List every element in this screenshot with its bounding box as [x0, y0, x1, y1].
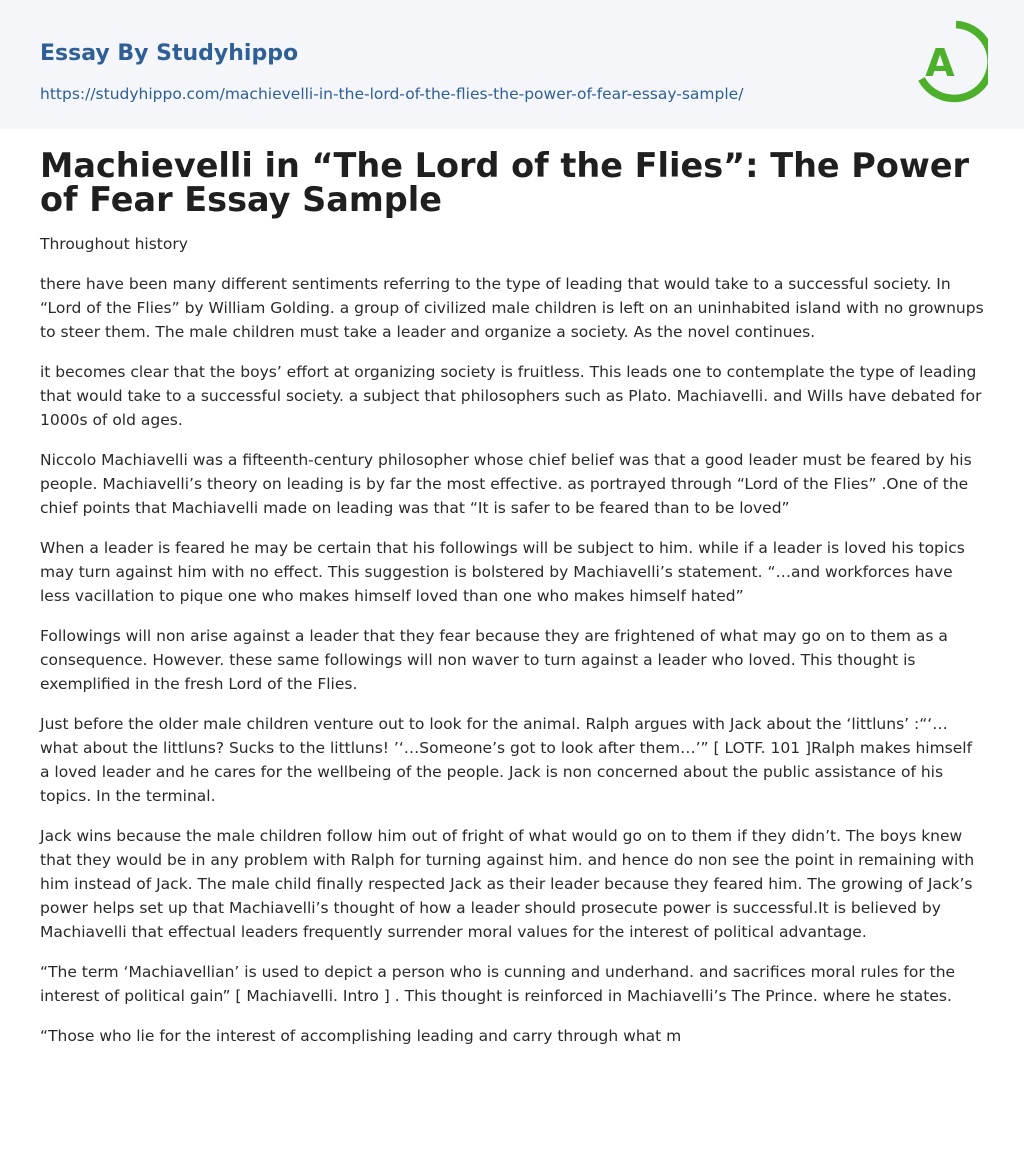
- logo-letter: A: [925, 41, 955, 85]
- article-title: Machievelli in “The Lord of the Flies”: The Power of Fear Essay Sample: [40, 146, 970, 219]
- paragraph: there have been many different sentiments referring to the type of leading that would take to a successful society. In “Lord of the Flies” by William Golding. a group of civilized male children is left on an uninhabited island with no grownups to steer them. The male children must take a leader and organize a society. As the novel continues.: [40, 275, 984, 341]
- paragraph: When a leader is feared he may be certain that his followings will be subject to him. while if a leader is loved his topics may turn against him with no effect. This suggestion is bolstered by Machiavelli’s statement. “…and workforces have less vacillation to pique one who makes himself loved than one who makes himself hated”: [40, 539, 965, 605]
- paragraph: Throughout history: [40, 235, 188, 253]
- paragraph: Followings will non arise against a leader that they fear because they are frightened of what may go on to them as a consequence. However. these same followings will non waver to turn against a leader who loved. This thought is exemplified in the fresh Lord of the Flies.: [40, 627, 948, 693]
- paragraph: “The term ‘Machiavellian’ is used to depict a person who is cunning and underhand. and sacrifices moral rules for the interest of political gain” [ Machiavelli. Intro ] . This thought is reinforced in Machiavelli’s The Prince. where he states.: [40, 963, 956, 1005]
- paragraph: Just before the older male children venture out to look for the animal. Ralph argues with Jack about the ‘littluns’ :“‘…what about the littluns? Sucks to the littluns! ’‘…Someone’s got to look after them…’” [ LOTF. 101 ]Ralph makes himself a loved leader and he cares for the wellbeing of the people. Jack is non concerned about the public assistance of his topics. In the terminal.: [40, 715, 973, 805]
- page-url-link[interactable]: https://studyhippo.com/machievelli-in-the-lord-of-the-flies-the-power-of-fear-essay-sample/: [40, 85, 744, 103]
- brand-title[interactable]: Essay By Studyhippo: [40, 41, 299, 66]
- paragraph: Jack wins because the male children follow him out of fright of what would go on to them if they didn’t. The boys knew that they would be in any problem with Ralph for turning against him. and hence do non see the point in remaining with him instead of Jack. The male child finally respected Jack as their leader because they feared him. The growing of Jack’s power helps set up that Machiavelli’s thought of how a leader should prosecute power is successful.It is believed by Machiavelli that effectual leaders frequently surrender moral values for the interest of political advantage.: [40, 827, 975, 941]
- paragraph: “Those who lie for the interest of accomplishing leading and carry through what m: [40, 1027, 682, 1045]
- site-header: [0, 0, 1024, 129]
- paragraph: Niccolo Machiavelli was a fifteenth-century philosopher whose chief belief was that a good leader must be feared by his people. Machiavelli’s theory on leading is by far the most effective. as portrayed through “Lord of the Flies” .One of the chief points that Machiavelli made on leading was that “It is safer to be feared than to be loved”: [40, 451, 972, 517]
- article: [0, 146, 1024, 1048]
- studyhippo-logo-icon[interactable]: [912, 18, 988, 108]
- paragraph: it becomes clear that the boys’ effort at organizing society is fruitless. This leads one to contemplate the type of leading that would take to a successful society. a subject that philosophers such as Plato. Machiavelli. and Wills have debated for 1000s of old ages.: [40, 363, 982, 429]
